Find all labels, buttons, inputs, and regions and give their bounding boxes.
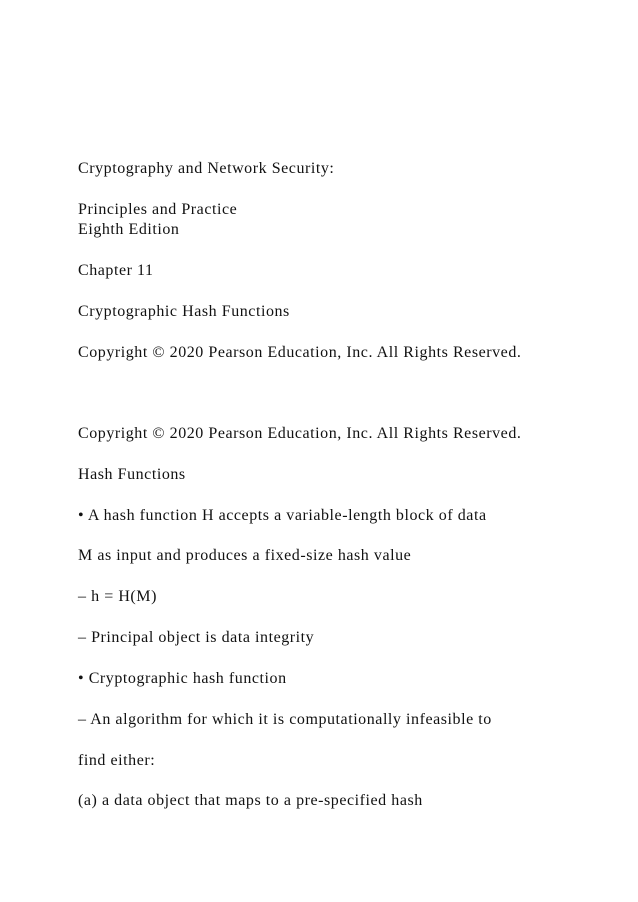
body-line: • Cryptographic hash function (78, 670, 287, 687)
body-line: – Principal object is data integrity (78, 629, 315, 646)
body-line: M as input and produces a fixed-size hash value (78, 547, 412, 564)
chapter-title: Cryptographic Hash Functions (78, 303, 290, 320)
edition-line: Eighth Edition (78, 221, 180, 238)
body-line: • A hash function H accepts a variable-length block of data (78, 507, 487, 524)
body-line: find either: (78, 752, 156, 769)
section-heading: Hash Functions (78, 466, 186, 483)
title-line-2: Principles and Practice (78, 201, 238, 218)
copyright-notice-1: Copyright © 2020 Pearson Education, Inc. All Rights Reserved. (78, 344, 522, 361)
chapter-number: Chapter 11 (78, 262, 154, 279)
title-line-1: Cryptography and Network Security: (78, 160, 335, 177)
body-line: – h = H(M) (78, 588, 157, 605)
copyright-notice-2: Copyright © 2020 Pearson Education, Inc. All Rights Reserved. (78, 425, 522, 442)
body-line: (a) a data object that maps to a pre-specified hash (78, 792, 423, 809)
body-line: – An algorithm for which it is computationally infeasible to (78, 711, 492, 728)
